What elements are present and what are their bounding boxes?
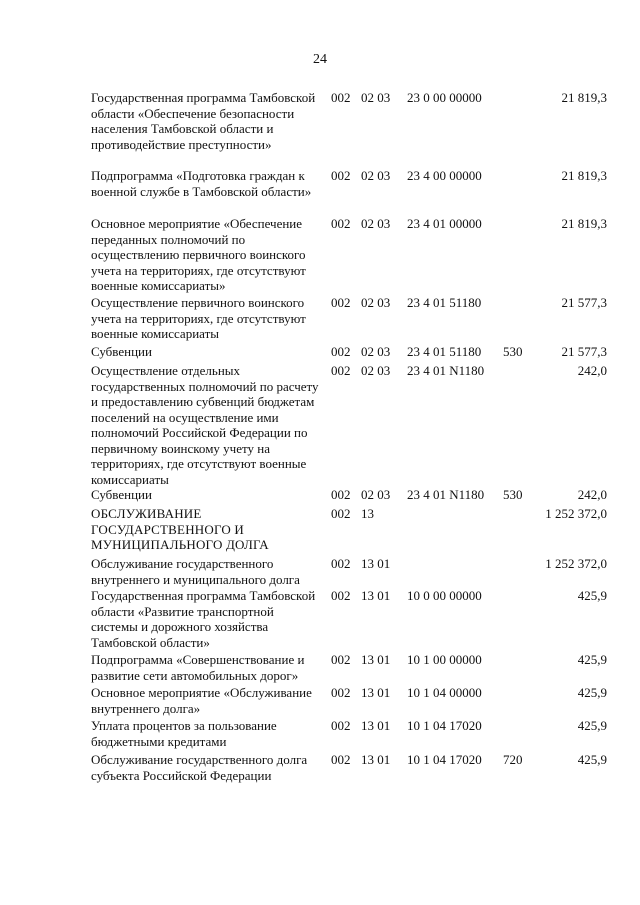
section-code: 13: [361, 506, 374, 521]
amount: 21 819,3: [561, 216, 607, 231]
row-name: Основное мероприятие «Обеспечение переданных полномочий по осуществлению первичного воинского учета на территориях, где отсутствуют военные комиссариаты»: [91, 216, 306, 293]
ministry-code: 002: [331, 588, 351, 603]
section-code: 13 01: [361, 685, 391, 700]
row-name: Уплата процентов за пользование бюджетными кредитами: [91, 718, 277, 749]
expense-type-code: 530: [503, 344, 523, 359]
expense-type-code: 530: [503, 487, 523, 502]
row-name: ОБСЛУЖИВАНИЕ ГОСУДАРСТВЕННОГО И МУНИЦИПАЛЬНОГО ДОЛГА: [91, 506, 269, 552]
row-name: Основное мероприятие «Обслуживание внутреннего долга»: [91, 685, 312, 716]
target-code: 23 4 01 51180: [407, 344, 482, 359]
ministry-code: 002: [331, 652, 351, 667]
section-code: 02 03: [361, 90, 391, 105]
target-code: 10 1 04 00000: [407, 685, 482, 700]
row-name: Субвенции: [91, 344, 152, 359]
section-code: 02 03: [361, 344, 391, 359]
target-code: 10 1 00 00000: [407, 652, 482, 667]
amount: 242,0: [577, 487, 607, 502]
amount: 425,9: [577, 718, 607, 733]
section-code: 13 01: [361, 556, 391, 571]
row-name: Государственная программа Тамбовской области «Развитие транспортной системы и дорожного хозяйства Тамбовской области»: [91, 588, 316, 650]
amount: 425,9: [577, 588, 607, 603]
target-code: 23 4 00 00000: [407, 168, 482, 183]
ministry-code: 002: [331, 556, 351, 571]
page-number: 24: [313, 52, 327, 67]
ministry-code: 002: [331, 685, 351, 700]
ministry-code: 002: [331, 295, 351, 310]
ministry-code: 002: [331, 487, 351, 502]
target-code: 23 4 01 00000: [407, 216, 482, 231]
section-code: 02 03: [361, 168, 391, 183]
amount: 425,9: [577, 685, 607, 700]
target-code: 23 4 01 N1180: [407, 487, 485, 502]
amount: 425,9: [577, 752, 607, 767]
row-name: Подпрограмма «Совершенствование и развитие сети автомобильных дорог»: [91, 652, 305, 683]
section-code: 13 01: [361, 652, 391, 667]
ministry-code: 002: [331, 216, 351, 231]
amount: 21 819,3: [561, 90, 607, 105]
row-name: Осуществление первичного воинского учета на территориях, где отсутствуют военные комиссариаты: [91, 295, 306, 341]
ministry-code: 002: [331, 168, 351, 183]
section-code: 13 01: [361, 588, 391, 603]
ministry-code: 002: [331, 344, 351, 359]
amount: 1 252 372,0: [545, 506, 607, 521]
ministry-code: 002: [331, 363, 351, 378]
ministry-code: 002: [331, 752, 351, 767]
section-code: 02 03: [361, 295, 391, 310]
amount: 242,0: [577, 363, 607, 378]
target-code: 10 1 04 17020: [407, 752, 482, 767]
target-code: 23 4 01 51180: [407, 295, 482, 310]
target-code: 23 4 01 N1180: [407, 363, 485, 378]
amount: 21 577,3: [561, 344, 607, 359]
row-name: Государственная программа Тамбовской области «Обеспечение безопасности населения Тамбовской области и противодействие преступности»: [91, 90, 316, 152]
expense-type-code: 720: [503, 752, 523, 767]
target-code: 23 0 00 00000: [407, 90, 482, 105]
row-name: Обслуживание государственного долга субъекта Российской Федерации: [91, 752, 308, 783]
row-name: Субвенции: [91, 487, 152, 502]
section-code: 02 03: [361, 487, 391, 502]
amount: 21 577,3: [561, 295, 607, 310]
section-code: 13 01: [361, 752, 391, 767]
section-code: 02 03: [361, 363, 391, 378]
target-code: 10 1 04 17020: [407, 718, 482, 733]
section-code: 13 01: [361, 718, 391, 733]
ministry-code: 002: [331, 506, 351, 521]
ministry-code: 002: [331, 90, 351, 105]
target-code: 10 0 00 00000: [407, 588, 482, 603]
amount: 425,9: [577, 652, 607, 667]
amount: 1 252 372,0: [545, 556, 607, 571]
section-code: 02 03: [361, 216, 391, 231]
amount: 21 819,3: [561, 168, 607, 183]
ministry-code: 002: [331, 718, 351, 733]
row-name: Обслуживание государственного внутреннего и муниципального долга: [91, 556, 300, 587]
row-name: Осуществление отдельных государственных полномочий по расчету и предоставлению субвенций бюджетам поселений на осуществление ими полномочий Российской Федерации по первичному воинскому учету на территориях, где отсутствуют военные комиссариаты: [91, 363, 319, 487]
row-name: Подпрограмма «Подготовка граждан к военной службе в Тамбовской области»: [91, 168, 312, 199]
